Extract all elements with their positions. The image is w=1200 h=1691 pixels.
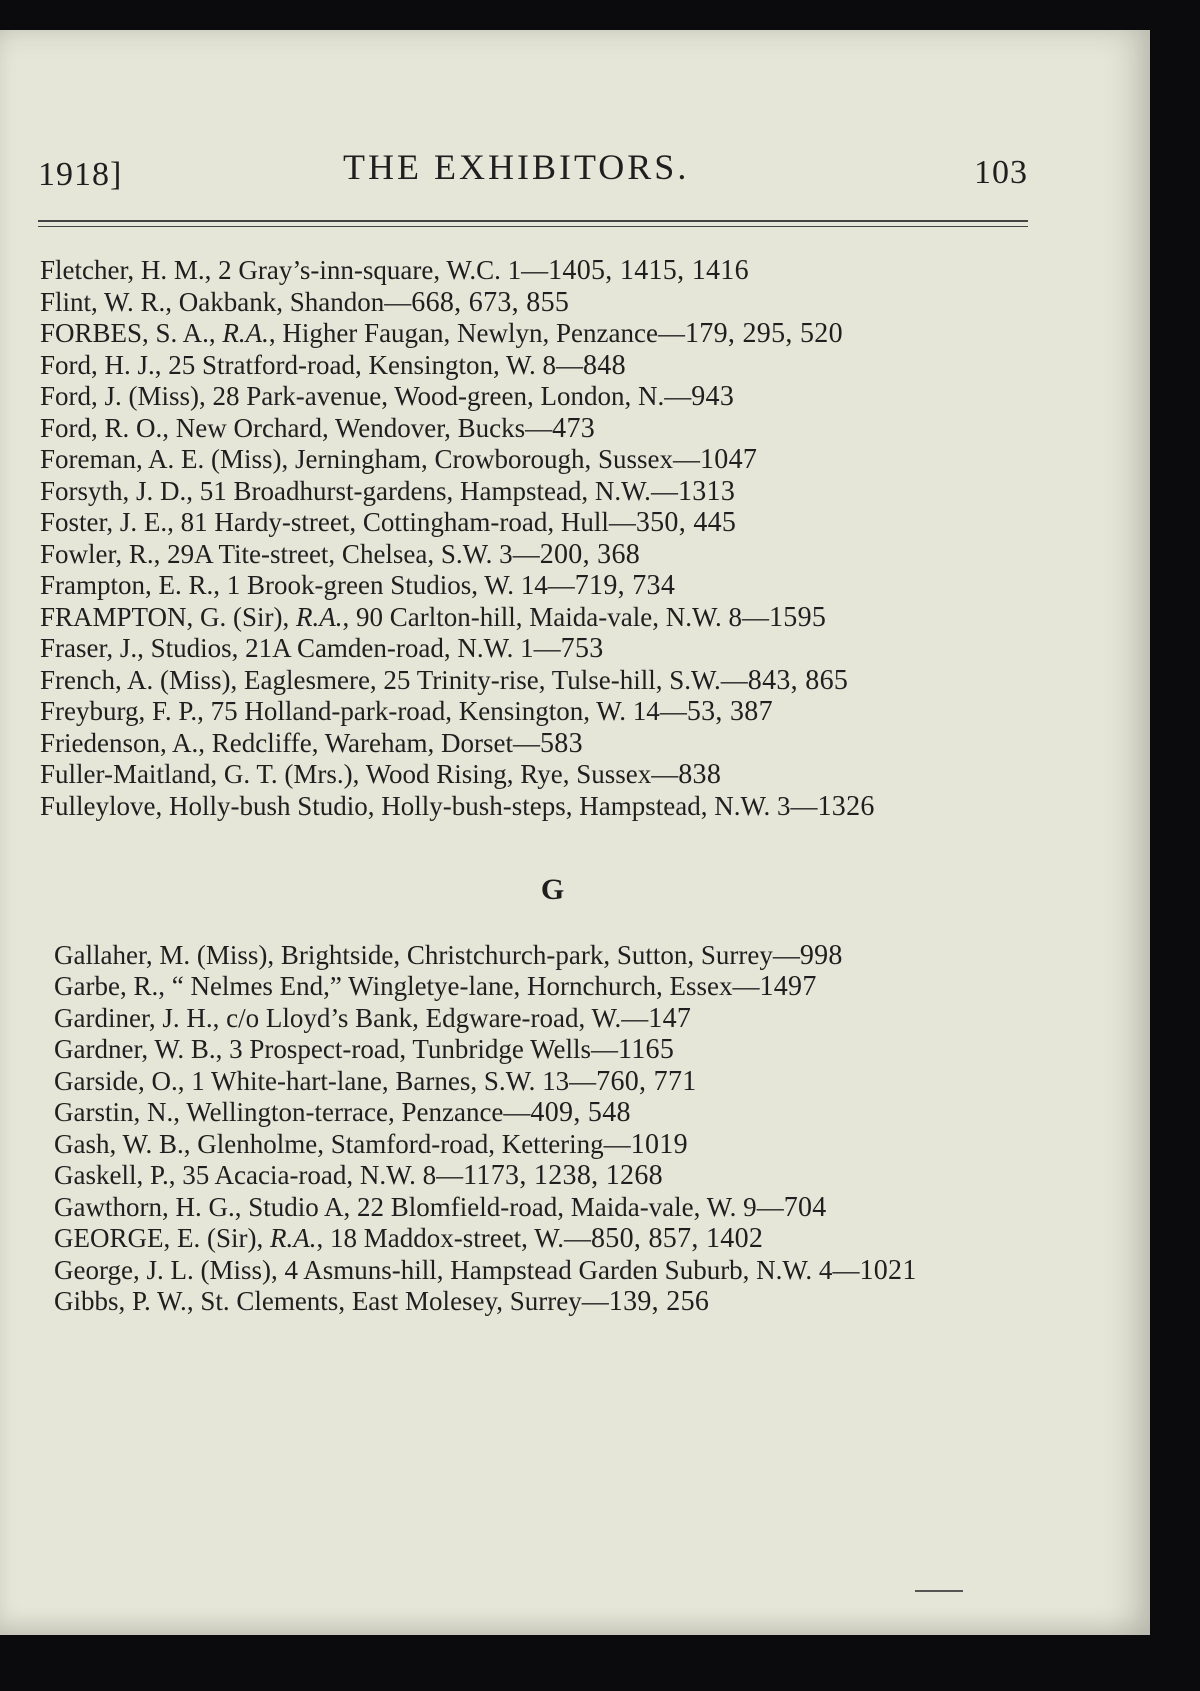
exhibitor-address: Jerningham, Crowborough, Sussex — [294, 444, 673, 474]
exhibit-numbers: 1173, 1238, 1268 — [463, 1160, 663, 1191]
exhibitor-entry: Fowler, R., 29A Tite-street, Chelsea, S.W. 3—200, 368 — [40, 538, 641, 570]
exhibitor-address: 90 Carlton-hill, Maida-vale, N.W. 8 — [356, 601, 742, 632]
exhibitor-entry: GEORGE, E. (Sir), R.A., 18 Maddox-street, W.—850, 857, 1402 — [54, 1223, 764, 1254]
exhibitor-address: New Orchard, Wendover, Bucks — [175, 412, 526, 443]
exhibitor-list-f — [40, 255, 1035, 822]
exhibitor-name: Gibbs, P. W. — [54, 1286, 187, 1316]
exhibitor-name: Gaskell, P. — [54, 1160, 169, 1190]
exhibitor-address: 28 Park-avenue, Wood-green, London, N. — [212, 381, 665, 411]
exhibitor-entry: Fulleylove, Holly-bush Studio, Holly-bush-steps, Hampstead, N.W. 3—1326 — [40, 790, 875, 822]
exhibit-numbers: 719, 734 — [574, 570, 676, 601]
exhibit-numbers: 179, 295, 520 — [684, 318, 843, 349]
exhibitor-entry: George, J. L. (Miss), 4 Asmuns-hill, Hampstead Garden Suburb, N.W. 4—1021 — [54, 1254, 917, 1286]
exhibitor-address: Higher Faugan, Newlyn, Penzance — [282, 318, 658, 348]
printer-mark — [915, 1590, 963, 1592]
exhibitor-name: Garbe, R. — [54, 971, 159, 1001]
exhibitor-name: Fraser, J. — [40, 633, 138, 663]
exhibitor-entry: French, A. (Miss), Eaglesmere, 25 Trinity-rise, Tulse-hill, S.W.—843, 865 — [40, 664, 849, 696]
exhibitor-address: 29A Tite-street, Chelsea, S.W. 3 — [167, 538, 513, 569]
exhibit-numbers: 704 — [783, 1191, 827, 1223]
exhibitor-address: 75 Holland-park-road, Kensington, W. 14 — [210, 696, 660, 726]
exhibit-numbers: 943 — [691, 381, 735, 412]
exhibitor-entry: Fletcher, H. M., 2 Gray’s-inn-square, W.C. 1—1405, 1415, 1416 — [40, 255, 749, 286]
exhibit-numbers: 1595 — [768, 601, 827, 633]
exhibitor-name: Gawthorn, H. G. — [54, 1191, 235, 1222]
book-page — [0, 30, 1150, 1635]
exhibitor-address: Oakbank, Shandon — [178, 286, 385, 317]
exhibitor-address: 51 Broadhurst-gardens, Hampstead, N.W. — [199, 475, 651, 506]
exhibitor-entry: Gawthorn, H. G., Studio A, 22 Blomfield-road, Maida-vale, W. 9—704 — [54, 1191, 827, 1223]
exhibit-numbers: 1019 — [630, 1128, 688, 1160]
exhibit-numbers: 848 — [582, 349, 626, 381]
exhibitor-name: French, A. (Miss) — [40, 664, 231, 695]
exhibitor-entry: Gardiner, J. H., c/o Lloyd’s Bank, Edgware-road, W.—147 — [54, 1002, 692, 1034]
exhibitor-address: Redcliffe, Wareham, Dorset — [211, 727, 513, 758]
exhibit-numbers: 668, 673, 855 — [411, 286, 570, 318]
exhibit-numbers: 838 — [678, 759, 722, 790]
exhibitor-address: Holly-bush Studio, Holly-bush-steps, Hampstead, N.W. 3 — [169, 790, 791, 821]
exhibitor-entry: Frampton, E. R., 1 Brook-green Studios, W. 14—719, 734 — [40, 570, 676, 601]
exhibitor-entry: Flint, W. R., Oakbank, Shandon—668, 673, 855 — [40, 286, 570, 318]
exhibitor-name: Gardiner, J. H. — [54, 1002, 213, 1033]
exhibitor-name: Ford, R. O. — [40, 412, 163, 443]
header-year: 1918] — [38, 156, 123, 193]
exhibitor-entry: Forsyth, J. D., 51 Broadhurst-gardens, Hampstead, N.W.—1313 — [40, 475, 736, 507]
exhibitor-address: 25 Stratford-road, Kensington, W. 8 — [168, 349, 556, 380]
exhibitor-entry: FORBES, S. A., R.A., Higher Faugan, Newlyn, Penzance—179, 295, 520 — [40, 318, 843, 349]
exhibitor-entry: Garside, O., 1 White-hart-lane, Barnes, S.W. 13—760, 771 — [54, 1065, 697, 1097]
exhibitor-name: FRAMPTON, G. (Sir), — [40, 601, 290, 632]
exhibit-numbers: 753 — [560, 633, 604, 664]
exhibitor-entry: Fraser, J., Studios, 21A Camden-road, N.W. 1—753 — [40, 633, 604, 664]
exhibit-numbers: 843, 865 — [747, 664, 849, 696]
exhibitor-entry: Gaskell, P., 35 Acacia-road, N.W. 8—1173, 1238, 1268 — [54, 1160, 663, 1191]
exhibitor-entry: Foreman, A. E. (Miss), Jerningham, Crowborough, Sussex—1047 — [40, 444, 758, 475]
exhibitor-name: Gash, W. B. — [54, 1128, 184, 1159]
exhibitor-address: Wood Rising, Rye, Sussex — [365, 759, 652, 789]
exhibitor-address: Studio A, 22 Blomfield-road, Maida-vale, W. 9 — [248, 1191, 757, 1222]
header-rule-thin — [38, 226, 1028, 227]
exhibitor-name: Freyburg, F. P. — [40, 696, 198, 726]
exhibitor-entry: Gibbs, P. W., St. Clements, East Molesey, Surrey—139, 256 — [54, 1286, 710, 1317]
header-rule — [38, 220, 1028, 222]
exhibitor-address: Studios, 21A Camden-road, N.W. 1 — [150, 633, 534, 663]
exhibitor-title: R.A. — [269, 1223, 317, 1253]
exhibit-numbers: 850, 857, 1402 — [590, 1223, 764, 1254]
exhibit-numbers: 1405, 1415, 1416 — [548, 255, 749, 286]
exhibitor-address: 4 Asmuns-hill, Hampstead Garden Suburb, N.W. 4 — [284, 1254, 833, 1285]
exhibit-numbers: 1313 — [677, 475, 736, 507]
exhibitor-address: 2 Gray’s-inn-square, W.C. 1 — [218, 255, 522, 285]
exhibit-numbers: 473 — [552, 412, 596, 444]
exhibitor-entry: Friedenson, A., Redcliffe, Wareham, Dorset—583 — [40, 727, 583, 759]
exhibitor-name: Frampton, E. R. — [40, 570, 214, 600]
exhibitor-name: Forsyth, J. D. — [40, 475, 187, 506]
exhibitor-address: “ Nelmes End,” Wingletye-lane, Hornchurch, Essex — [171, 971, 733, 1001]
exhibit-numbers: 583 — [539, 727, 583, 759]
exhibitor-address: Wellington-terrace, Penzance — [186, 1097, 504, 1127]
section-letter-heading: G — [540, 873, 565, 906]
exhibitor-name: Fulleylove — [40, 790, 156, 821]
exhibitor-name: Foster, J. E. — [40, 507, 168, 537]
exhibitor-address: Brightside, Christchurch-park, Sutton, Surrey — [280, 939, 773, 970]
exhibitor-list-g — [54, 940, 1035, 1318]
exhibitor-title: R.A. — [296, 601, 343, 632]
exhibitor-entry: Gardner, W. B., 3 Prospect-road, Tunbridge Wells—1165 — [54, 1034, 675, 1065]
exhibitor-name: George, J. L. (Miss) — [54, 1254, 271, 1285]
exhibitor-name: Gallaher, M. (Miss) — [54, 939, 268, 970]
exhibit-numbers: 1497 — [759, 971, 817, 1002]
exhibitor-name: Gardner, W. B. — [54, 1034, 216, 1064]
exhibit-numbers: 53, 387 — [686, 696, 773, 727]
exhibitor-name: Foreman, A. E. (Miss) — [40, 444, 282, 474]
page-title: THE EXHIBITORS. — [343, 147, 690, 187]
exhibitor-entry: Freyburg, F. P., 75 Holland-park-road, Kensington, W. 14—53, 387 — [40, 696, 773, 727]
exhibit-numbers: 760, 771 — [596, 1065, 697, 1097]
exhibitor-entry: Ford, H. J., 25 Stratford-road, Kensington, W. 8—848 — [40, 349, 626, 381]
exhibit-numbers: 350, 445 — [635, 507, 737, 538]
exhibitor-address: 3 Prospect-road, Tunbridge Wells — [229, 1034, 591, 1064]
exhibitor-address: 1 Brook-green Studios, W. 14 — [226, 570, 548, 600]
exhibit-numbers: 1021 — [859, 1254, 917, 1286]
exhibitor-address: Eaglesmere, 25 Trinity-rise, Tulse-hill, S.W. — [244, 664, 721, 695]
page-number: 103 — [974, 154, 1028, 191]
exhibitor-address: 18 Maddox-street, W. — [329, 1223, 564, 1253]
exhibitor-name: FORBES, S. A., — [40, 318, 216, 348]
exhibitor-name: Friedenson, A. — [40, 727, 199, 758]
exhibitor-entry: Garbe, R., “ Nelmes End,” Wingletye-lane, Hornchurch, Essex—1497 — [54, 971, 817, 1002]
exhibitor-address: 81 Hardy-street, Cottingham-road, Hull — [180, 507, 609, 537]
exhibitor-name: Ford, H. J. — [40, 349, 155, 380]
exhibitor-name: Ford, J. (Miss) — [40, 381, 200, 411]
exhibitor-name: Fletcher, H. M. — [40, 255, 205, 285]
exhibitor-entry: Ford, R. O., New Orchard, Wendover, Bucks—473 — [40, 412, 596, 444]
exhibit-numbers: 1165 — [617, 1034, 675, 1065]
exhibitor-name: Fowler, R. — [40, 538, 154, 569]
exhibit-numbers: 998 — [799, 939, 843, 971]
exhibitor-entry: Ford, J. (Miss), 28 Park-avenue, Wood-green, London, N.—943 — [40, 381, 735, 412]
exhibitor-entry: Fuller-Maitland, G. T. (Mrs.), Wood Rising, Rye, Sussex—838 — [40, 759, 722, 790]
exhibitor-entry: Gash, W. B., Glenholme, Stamford-road, Kettering—1019 — [54, 1128, 688, 1160]
exhibit-numbers: 409, 548 — [530, 1097, 631, 1128]
exhibit-numbers: 147 — [648, 1002, 692, 1034]
exhibit-numbers: 1326 — [817, 790, 875, 822]
exhibitor-address: 1 White-hart-lane, Barnes, S.W. 13 — [191, 1065, 570, 1096]
exhibitor-entry: FRAMPTON, G. (Sir), R.A., 90 Carlton-hill, Maida-vale, N.W. 8—1595 — [40, 601, 827, 633]
exhibitor-address: 35 Acacia-road, N.W. 8 — [182, 1160, 437, 1190]
exhibitor-address: St. Clements, East Molesey, Surrey — [200, 1286, 582, 1316]
exhibitor-name: Garside, O. — [54, 1065, 178, 1096]
exhibit-numbers: 139, 256 — [608, 1286, 710, 1317]
exhibitor-title: R.A. — [222, 318, 269, 348]
exhibitor-name: Garstin, N. — [54, 1097, 174, 1127]
exhibitor-name: Fuller-Maitland, G. T. (Mrs.) — [40, 759, 353, 789]
exhibitor-address: c/o Lloyd’s Bank, Edgware-road, W. — [226, 1002, 622, 1033]
exhibitor-entry: Foster, J. E., 81 Hardy-street, Cottingham-road, Hull—350, 445 — [40, 507, 737, 538]
running-header — [38, 146, 1028, 196]
exhibit-numbers: 1047 — [699, 444, 758, 475]
exhibitor-address: Glenholme, Stamford-road, Kettering — [197, 1128, 604, 1159]
exhibitor-list — [40, 255, 1035, 1318]
exhibitor-name: GEORGE, E. (Sir), — [54, 1223, 264, 1253]
exhibitor-entry: Gallaher, M. (Miss), Brightside, Christchurch-park, Sutton, Surrey—998 — [54, 939, 843, 971]
exhibit-numbers: 200, 368 — [539, 538, 641, 570]
exhibitor-entry: Garstin, N., Wellington-terrace, Penzance—409, 548 — [54, 1097, 631, 1128]
exhibitor-name: Flint, W. R. — [40, 286, 166, 317]
